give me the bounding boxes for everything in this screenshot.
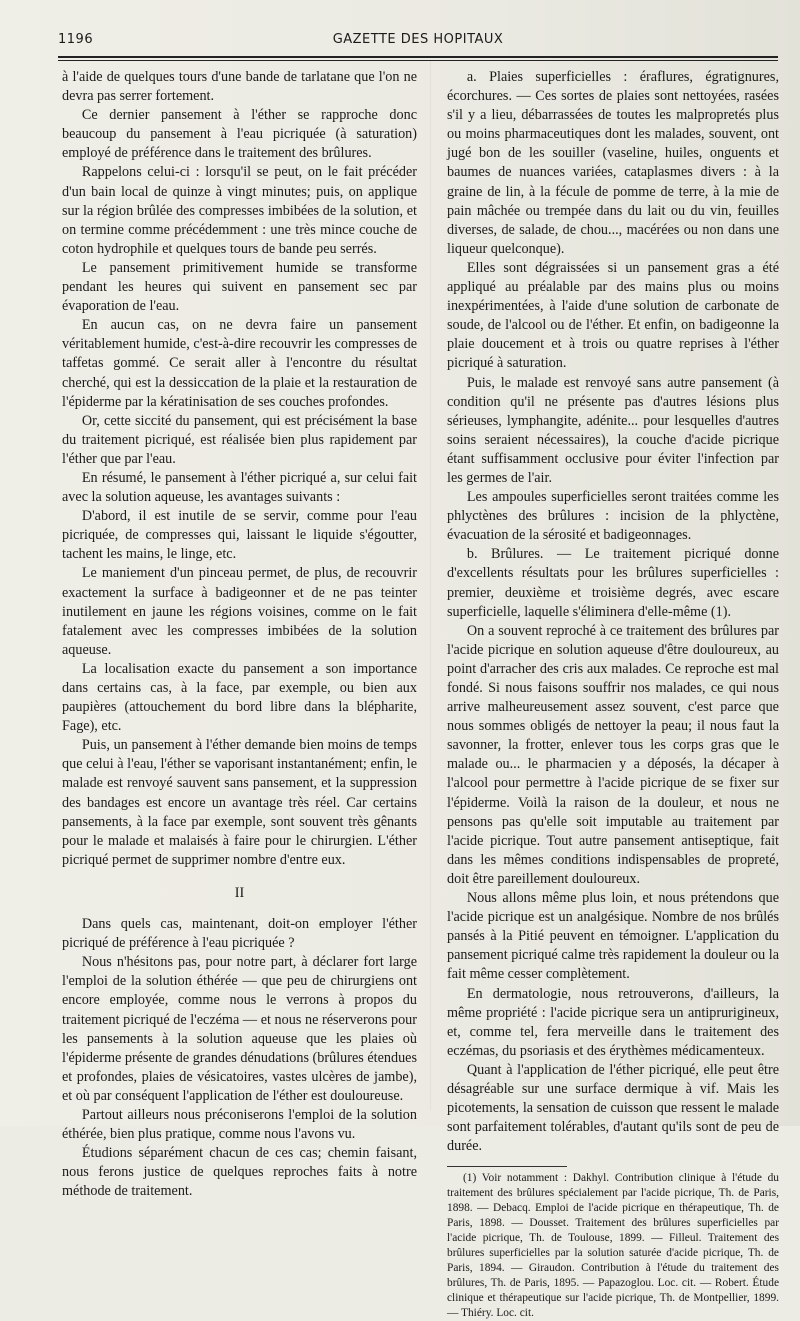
paragraph: Puis, le malade est renvoyé sans autre pansement (à condition qu'il ne présente pas d'autres lésions plus sérieuses, lymphangite, adénite... pour lesquelles d'autres soins seraient nécessaires), la couche d'acide picrique étant suffisamment occlusive pour éviter l'infection par les germes de l'air.	[447, 374, 779, 486]
paragraph: Elles sont dégraissées si un pansement gras a été appliqué au préalable par des mains plus ou moins inexpérimentées, à l'aide d'une solution de carbonate de soude, de l'alcool ou de l'éther. Et enfin, on badigeonne la plaie doucement et à trois ou quatre reprises à l'éther picriqué à saturation.	[447, 259, 779, 372]
paragraph: En résumé, le pansement à l'éther picriqué a, sur celui fait avec la solution aqueuse, les avantages suivants :	[62, 469, 417, 506]
paragraph: Le maniement d'un pinceau permet, de plus, de recouvrir exactement la surface à badigeonner et de ne pas teinter inutilement en jaune les régions voisines, comme on le fait fatalement avec les compresses imbibées de la solution aqueuse.	[62, 565, 417, 658]
header-rule-thin	[58, 60, 778, 61]
page-number: 1196	[58, 32, 94, 47]
footnote-rule	[447, 1166, 567, 1167]
paragraph: La localisation exacte du pansement a son importance dans certains cas, à la face, par exemple, ou bien aux paupières (attouchement du bord libre dans la blépharite, Fage), etc.	[62, 660, 417, 735]
paragraph: Nous allons même plus loin, et nous prétendons que l'acide picrique est un analgésique. Nombre de nos brûlés pansés à la Pitié peuvent en témoigner. L'application du pansement picriqué calme très rapidement la douleur ou la fait même cesser complètement.	[447, 890, 779, 983]
paragraph: Quant à l'application de l'éther picriqué, elle peut être désagréable sur une surface dermique à vif. Mais les picotements, la sensation de cuisson que ressent le malade sont parfaitement tolérables, d'autant qu'ils sont de peu de durée.	[447, 1061, 779, 1155]
paragraph: à l'aide de quelques tours d'une bande de tarlatane que l'on ne devra pas serrer fortement.	[62, 69, 417, 105]
paragraph: Étudions séparément chacun de ces cas; chemin faisant, nous ferons justice de quelques reproches faits à notre méthode de traitement.	[62, 1145, 417, 1200]
paragraph: D'abord, il est inutile de se servir, comme pour l'eau picriquée, de compresses qui, laissant le liquide s'égoutter, tachent les mains, le linge, etc.	[62, 508, 417, 563]
section-heading: II	[234, 884, 245, 901]
journal-title: GAZETTE DES HOPITAUX	[332, 32, 504, 47]
paragraph: b. Brûlures. — Le traitement picriqué donne d'excellents résultats pour les brûlures superficielles : premier, deuxième et troisième degrés, avec escare superficielle, laquelle s'éliminera d'elle-même (1).	[447, 546, 779, 620]
paragraph: Le pansement primitivement humide se transforme pendant les heures qui suivent en pansement sec par évaporation de l'eau.	[62, 259, 417, 315]
footnote: (1) Voir notamment : Dakhyl. Contribution clinique à l'étude du traitement des brûlures spécialement par l'acide picrique, Th. de Paris, 1898. — Debacq. Emploi de l'acide picrique en thérapeutique, Th. de Paris, 1898. — Dousset. Traitement des brûlures superficielles par l'acide picrique, Th. de Toulouse, 1899. — Filleul. Traitement des brûlures superficielles par la solution saturée d'acide picrique, Th. de Paris, 1894. — Giraudon. Contribution à l'étude du traitement des brûlures, Th. de Paris, 1895. — Papazoglou. Loc. cit. — Robert. Étude clinique et thérapeutique sur l'acide picrique, Th. de Montpellier, 1899. — Thiéry. Loc. cit.	[447, 1172, 779, 1320]
paragraph: Ce dernier pansement à l'éther se rapproche donc beaucoup du pansement à l'eau picriquée (à saturation) employé de préférence dans le traitement des brûlures.	[62, 107, 417, 162]
left-column	[62, 68, 417, 1201]
paragraph: Partout ailleurs nous préconiserons l'emploi de la solution éthérée, bien plus pratique, comme nous l'avons vu.	[62, 1106, 417, 1143]
paragraph: Rappelons celui-ci : lorsqu'il se peut, on le fait précéder d'un bain local de quinze à vingt minutes; puis, on applique sur la région brûlée des compresses imbibées de la solution, et on termine comme précédemment : une très mince couche de coton hydrophile et quelques tours de bande peu serrés.	[62, 164, 417, 257]
paragraph: a. Plaies superficielles : éraflures, égratignures, écorchures. — Ces sortes de plaies sont nettoyées, rasées s'il y a lieu, débarrassées de toutes les malpropretés plus ou moins pharmaceutiques dont les malades, souvent, ont jugé bon de les souiller (vaseline, huiles, onguents et baumes de nuances variées, cataplasmes divers : à la graine de lin, à la fécule de pomme de terre, à la mie de pain mâchée ou trempée dans du lait ou du vin, feuilles diverses, de salade, de chou..., macérées ou non dans une liqueur quelconque).	[447, 69, 779, 257]
column-gutter	[430, 60, 431, 1110]
paragraph: En aucun cas, on ne devra faire un pansement véritablement humide, c'est-à-dire recouvrir les compresses de taffetas gommé. Ce serait aller à l'encontre du résultat cherché, qui est la dessiccation de la plaie et la restauration de l'épiderme par la kératinisation de ses couches profondes.	[62, 317, 417, 410]
paragraph: Puis, un pansement à l'éther demande bien moins de temps que celui à l'eau, l'éther se vaporisant instantanément; enfin, le malade est renvoyé sauvent sans pansement, et la suppression des bandages est encore un avantage très réel. Car certains pansements, à la face par exemple, sont souvent très gênants pour le malade et malaisés à faire pour le chirurgien. L'éther picriqué permet de supprimer nombre d'entre eux.	[62, 737, 417, 868]
paragraph: En dermatologie, nous retrouverons, d'ailleurs, la même propriété : l'acide picrique sera un antiprurigineux, et, comme tel, fera merveille dans le traitement des eczémas, du psoriasis et des érythèmes médicamenteux.	[447, 985, 779, 1059]
paragraph: On a souvent reproché à ce traitement des brûlures par l'acide picrique en solution aqueuse d'être douloureux, au point d'arracher des cris aux malades. Ce reproche est mal fondé. Si nous faisons souffrir nos malades, ce qui nous arrive malheureusement assez souvent, c'est parce que nous sommes obligés de nettoyer la peau; il nous faut la savonner, la frotter, enlever tous les corps gras que le malade ou... le pharmacien y a déposés, la décaper à l'alcool pour permettre à l'acide picrique de se fixer sur l'épiderme. Voilà la raison de la douleur, et nous ne pensons pas qu'elle soit imputable au traitement par l'acide picrique. Tout autre pansement antiseptique, fait dans les mêmes conditions indispensables de propreté, doit être pareillement douloureux.	[447, 622, 779, 887]
paragraph: Les ampoules superficielles seront traitées comme les phlyctènes des brûlures : incision de la phlyctène, évacuation de la sérosité et badigeonnages.	[447, 489, 779, 544]
page-header	[58, 32, 778, 52]
right-column	[447, 68, 779, 1321]
paragraph: Or, cette siccité du pansement, qui est précisément la base du traitement picriqué, est réalisée bien plus rapidement par l'éther que par l'eau.	[62, 412, 417, 467]
paragraph: Dans quels cas, maintenant, doit-on employer l'éther picriqué de préférence à l'eau picriquée ?	[62, 916, 417, 952]
paragraph: Nous n'hésitons pas, pour notre part, à déclarer fort large l'emploi de la solution éthérée — que peu de chirurgiens ont encore employée, comme nous le verrons à propos du traitement picriqué de l'eczéma — et nous ne réserverons pour les pansements à la solution aqueuse que les plaies où l'épiderme présente de grandes dénudations (brûlures étendues et profondes, plaies de vésicatoires, vastes ulcères de jambe), et où par conséquent l'application de l'éther est douloureuse.	[62, 954, 417, 1104]
header-rule	[58, 56, 778, 58]
